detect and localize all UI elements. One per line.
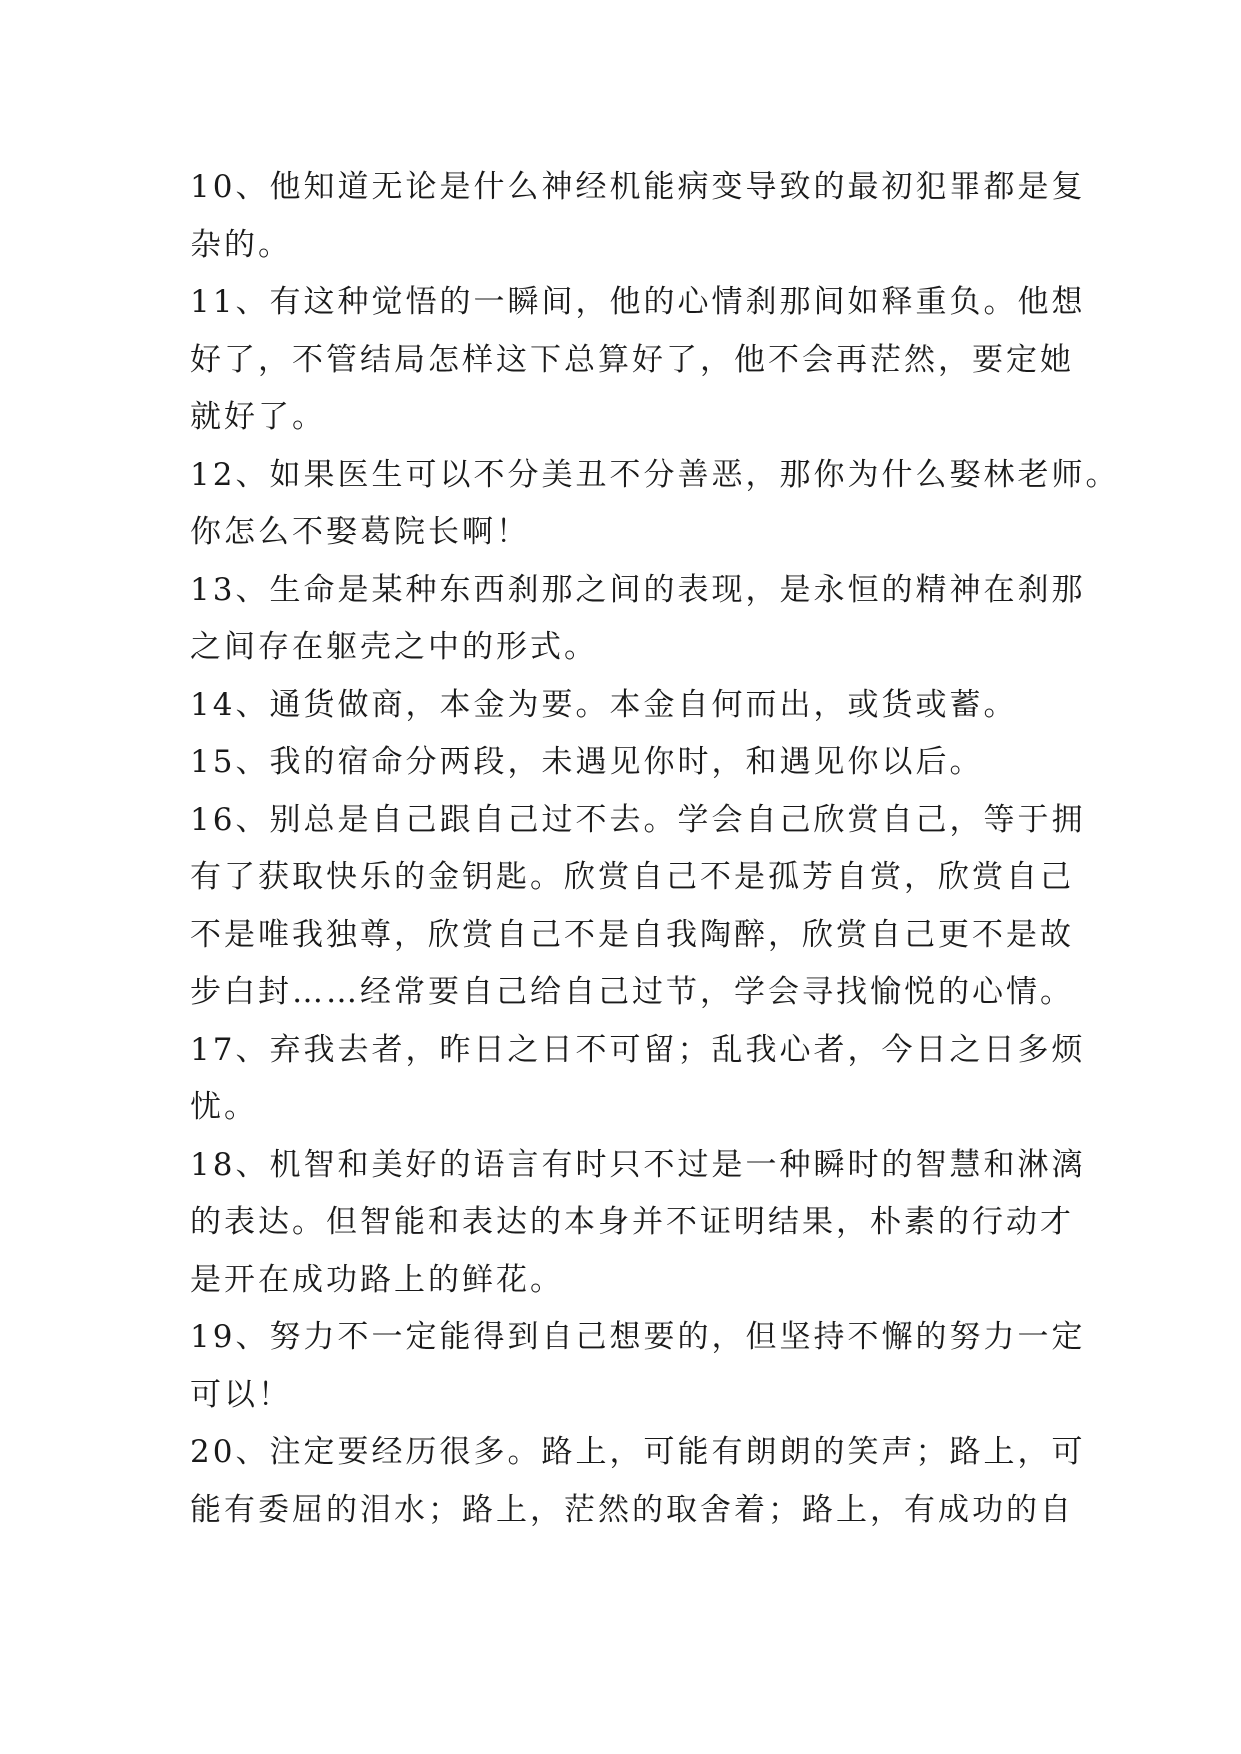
text-line: 可以！ [190, 1376, 292, 1413]
text-line: 18、机智和美好的语言有时只不过是一种瞬时的智慧和淋漓 [190, 1146, 1086, 1183]
text-line: 杂的。 [190, 226, 292, 263]
text-line: 11、有这种觉悟的一瞬间，他的心情刹那间如释重负。他想 [190, 284, 1086, 320]
text-line: 20、注定要经历很多。路上，可能有朗朗的笑声；路上，可 [190, 1434, 1086, 1470]
text-line: 你怎么不娶葛院长啊！ [190, 514, 530, 550]
text-line: 是开在成功路上的鲜花。 [190, 1261, 564, 1298]
text-line: 10、他知道无论是什么神经机能病变导致的最初犯罪都是复 [190, 169, 1086, 205]
text-line: 步白封……经常要自己给自己过节，学会寻找愉悦的心情。 [190, 974, 1074, 1010]
text-line: 忧。 [190, 1089, 258, 1125]
text-line: 能有委屈的泪水；路上，茫然的取舍着；路上，有成功的自 [190, 1491, 1074, 1528]
text-line: 12、如果医生可以不分美丑不分善恶，那你为什么娶林老师。 [190, 456, 1120, 493]
text-line: 好了，不管结局怎样这下总算好了，他不会再茫然，要定她 [190, 341, 1074, 378]
text-line: 13、生命是某种东西刹那之间的表现，是永恒的精神在刹那 [190, 571, 1086, 608]
text-line: 16、别总是自己跟自己过不去。学会自己欣赏自己，等于拥 [190, 801, 1086, 838]
text-line: 不是唯我独尊，欣赏自己不是自我陶醉，欣赏自己更不是故 [190, 916, 1074, 953]
text-line: 17、弃我去者，昨日之日不可留；乱我心者，今日之日多烦 [190, 1031, 1086, 1068]
text-line: 15、我的宿命分两段，未遇见你时，和遇见你以后。 [190, 744, 984, 780]
text-line: 19、努力不一定能得到自己想要的，但坚持不懈的努力一定 [190, 1319, 1086, 1355]
text-line: 有了获取快乐的金钥匙。欣赏自己不是孤芳自赏，欣赏自己 [190, 859, 1074, 895]
text-line: 之间存在躯壳之中的形式。 [190, 629, 598, 665]
document-body [190, 159, 1120, 1539]
text-line: 的表达。但智能和表达的本身并不证明结果，朴素的行动才 [190, 1204, 1074, 1240]
text-line: 14、通货做商，本金为要。本金自何而出，或货或蓄。 [190, 686, 1018, 723]
text-line: 就好了。 [190, 399, 326, 435]
